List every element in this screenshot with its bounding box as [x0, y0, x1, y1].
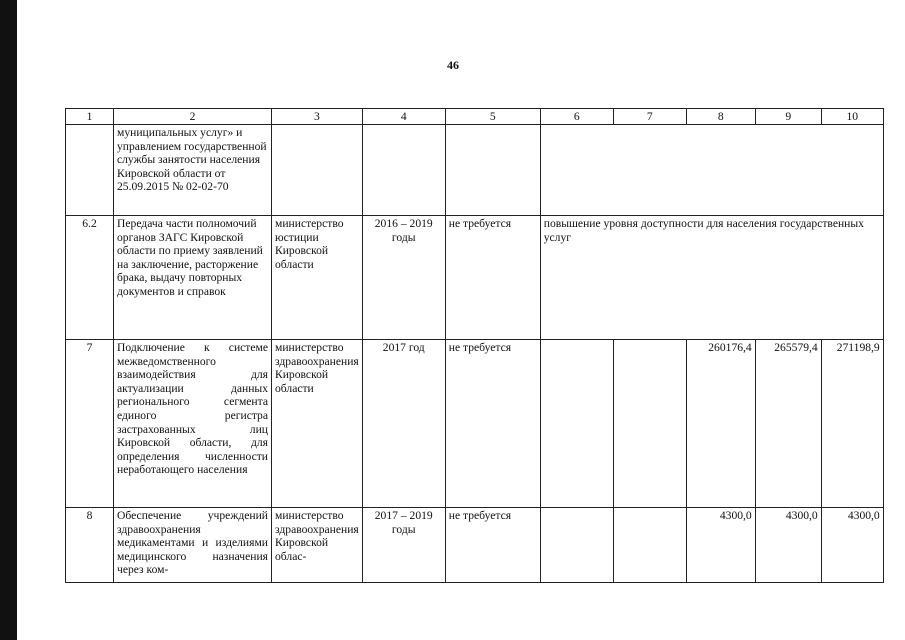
table-row-8	[66, 508, 884, 583]
col-header-3: 3	[272, 109, 363, 125]
period-cell: 2016 – 2019 годы	[362, 216, 445, 340]
value-col9: 4300,0	[755, 508, 821, 583]
value-col7	[613, 340, 686, 508]
value-col7	[613, 508, 686, 583]
col-header-10: 10	[821, 109, 883, 125]
executor-cell	[272, 125, 363, 216]
row-number-cell: 8	[66, 508, 114, 583]
value-col8: 260176,4	[686, 340, 755, 508]
row-number-cell: 7	[66, 340, 114, 508]
row-number-cell: 6.2	[66, 216, 114, 340]
measure-description: Обеспечение учреждений здравоохранения медикаментами и изделиями медицинского назначения через ком-	[114, 508, 272, 583]
measure-description: муниципальных услуг» и управлением государственной службы занятости населения Кировской области от 25.09.2015 № 02-02-70	[114, 125, 272, 216]
table-row-6-2	[66, 216, 884, 340]
value-col10: 271198,9	[821, 340, 883, 508]
executor-cell: министерство здравоохранения Кировской облас-	[272, 508, 363, 583]
measure-description: Передача части полномочий органов ЗАГС Кировской области по приему заявлений на заключение, расторжение брака, выдачу повторных документов и справок	[114, 216, 272, 340]
col-header-6: 6	[540, 109, 613, 125]
col-header-1: 1	[66, 109, 114, 125]
result-cell: повышение уровня доступности для населения государственных услуг	[540, 216, 883, 340]
funding-cell: не требуется	[445, 508, 540, 583]
funding-cell: не требуется	[445, 340, 540, 508]
value-col10: 4300,0	[821, 508, 883, 583]
measure-description: Подключение к системе межведомственного взаимодействия для актуализации данных регионального сегмента единого регистра застрахованных лиц Кировской области, для определения численности неработающего населения	[114, 340, 272, 508]
col-header-2: 2	[114, 109, 272, 125]
col-header-5: 5	[445, 109, 540, 125]
table-row-7	[66, 340, 884, 508]
period-cell: 2017 – 2019 годы	[362, 508, 445, 583]
col-header-7: 7	[613, 109, 686, 125]
value-col6	[540, 508, 613, 583]
funding-cell	[445, 125, 540, 216]
period-cell: 2017 год	[362, 340, 445, 508]
scan-edge-bar	[0, 0, 17, 640]
value-col9: 265579,4	[755, 340, 821, 508]
period-cell	[362, 125, 445, 216]
value-col6	[540, 340, 613, 508]
result-cell	[540, 125, 883, 216]
col-header-4: 4	[362, 109, 445, 125]
col-header-9: 9	[755, 109, 821, 125]
value-col8: 4300,0	[686, 508, 755, 583]
executor-cell: министерство юстиции Кировской области	[272, 216, 363, 340]
col-header-8: 8	[686, 109, 755, 125]
program-table	[65, 108, 884, 583]
page-number: 46	[447, 58, 459, 72]
column-number-row	[66, 109, 884, 125]
funding-cell: не требуется	[445, 216, 540, 340]
table-row-continuation	[66, 125, 884, 216]
executor-cell: министерство здравоохранения Кировской области	[272, 340, 363, 508]
row-number-cell	[66, 125, 114, 216]
